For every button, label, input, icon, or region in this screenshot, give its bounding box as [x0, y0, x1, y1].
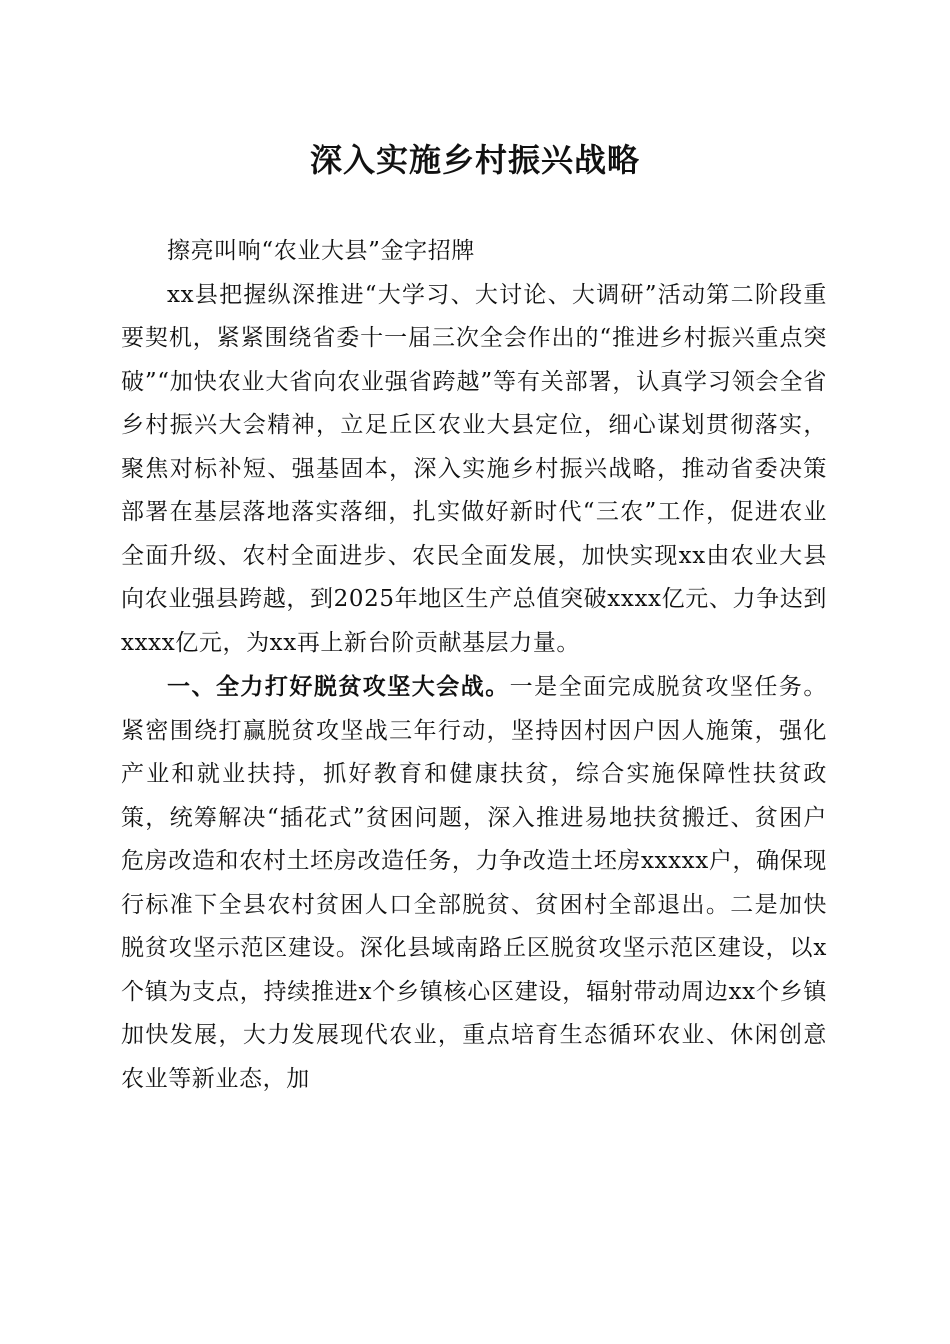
document-body — [121, 230, 827, 1101]
section-1-text: 一是全面完成脱贫攻坚任务。紧密围绕打赢脱贫攻坚战三年行动，坚持因村因户因人施策，强化产业和就业扶持，抓好教育和健康扶贫，综合实施保障性扶贫政策，统筹解决“插花式”贫困问题，深入推进易地扶贫搬迁、贫困户危房改造和农村土坯房改造任务，力争改造土坯房xxxxx户，确保现行标准下全县农村贫困人口全部脱贫、贫困村全部退出。二是加快脱贫攻坚示范区建设。深化县域南路丘区脱贫攻坚示范区建设，以x个镇为支点，持续推进x个乡镇核心区建设，辐射带动周边xx个乡镇加快发展，大力发展现代农业，重点培育生态循环农业、休闲创意农业等新业态，加 — [121, 674, 827, 1092]
section-1-heading: 一、全力打好脱贫攻坚大会战。 — [167, 673, 510, 700]
document-title: 深入实施乡村振兴战略 — [309, 141, 640, 179]
intro-paragraph: xx县把握纵深推进“大学习、大讨论、大调研”活动第二阶段重要契机，紧紧围绕省委十一届三次全会作出的“推进乡村振兴重点突破”“加快农业大省向农业强省跨越”等有关部署，认真学习领会全省乡村振兴大会精神，立足丘区农业大县定位，细心谋划贯彻落实，聚焦对标补短、强基固本，深入实施乡村振兴战略，推动省委决策部署在基层落地落实落细，扎实做好新时代“三农”工作，促进农业全面升级、农村全面进步、农民全面发展，加快实现xx由农业大县向农业强县跨越，到2025年地区生产总值突破xxxx亿元、力争达到xxxx亿元，为xx再上新台阶贡献基层力量。 — [121, 281, 827, 656]
section-1-paragraph — [121, 665, 827, 1101]
subtitle-paragraph: 擦亮叫响“农业大县”金字招牌 — [167, 238, 475, 264]
